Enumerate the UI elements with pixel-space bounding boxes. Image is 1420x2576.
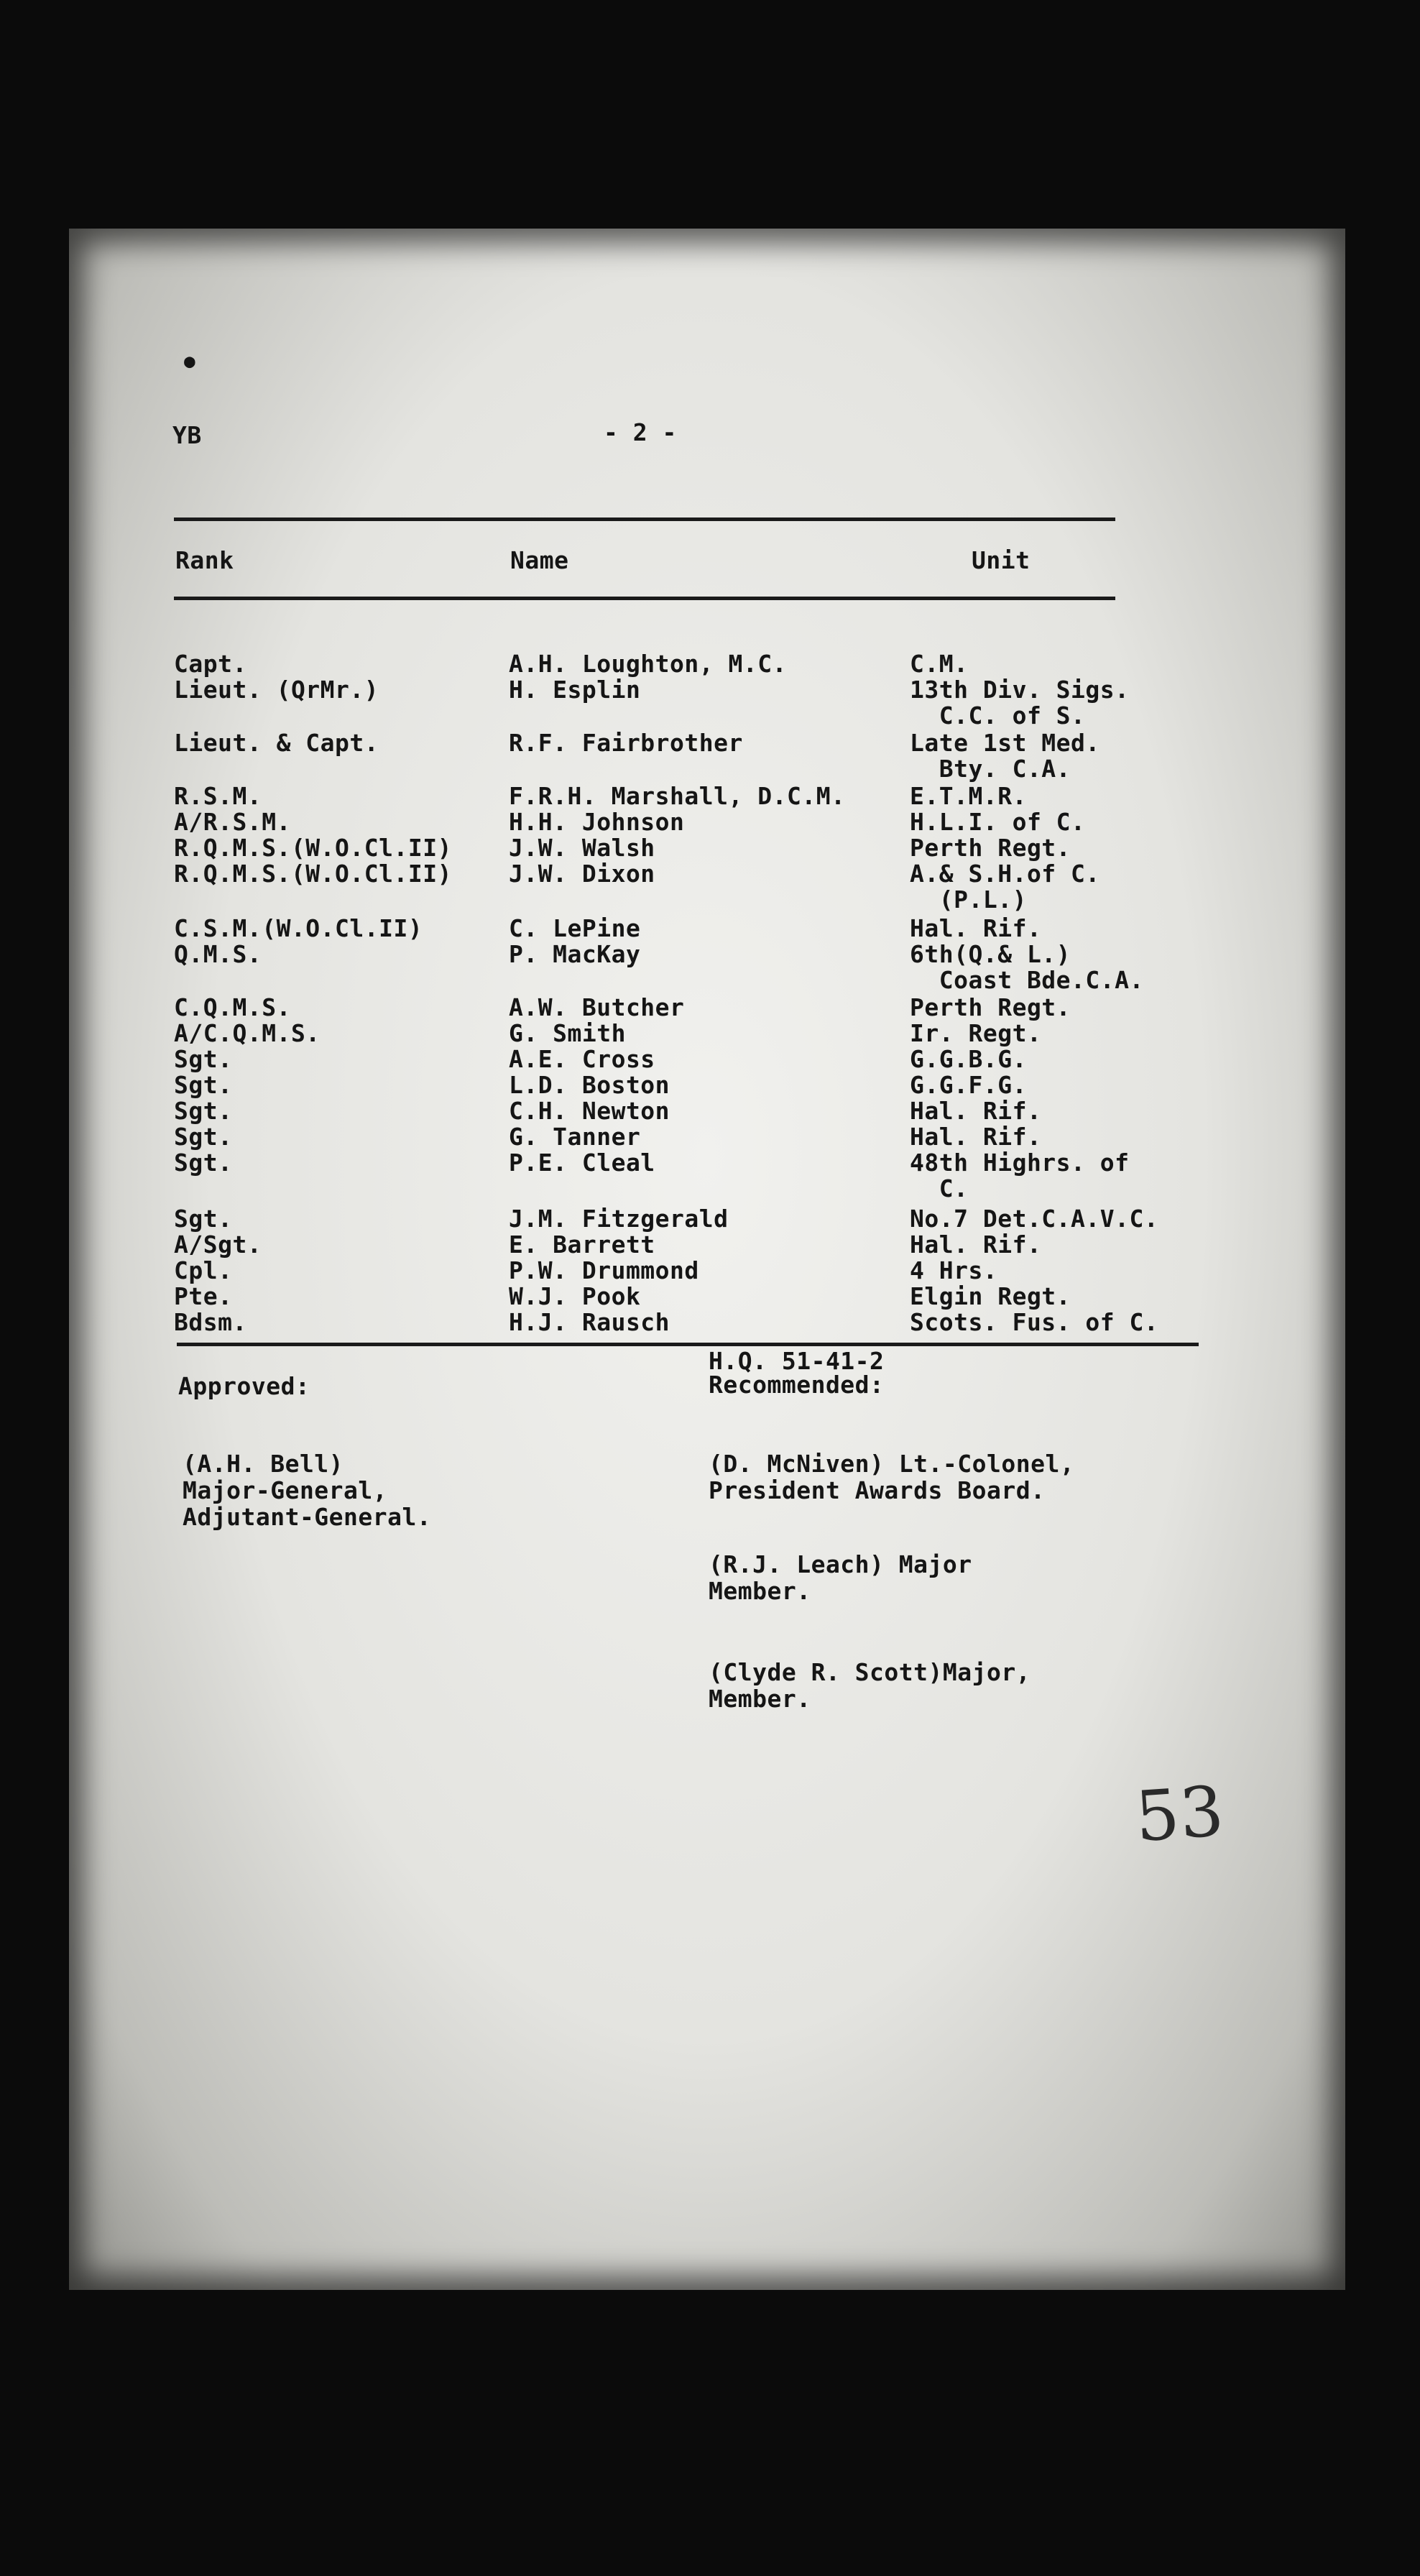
recommended-label: Recommended: bbox=[709, 1371, 885, 1399]
column-header-unit: Unit bbox=[972, 546, 1031, 574]
unit-cell: Ir. Regt. bbox=[910, 1019, 1042, 1047]
unit-cell: Hal. Rif. bbox=[910, 1123, 1042, 1151]
unit-cell: Late 1st Med. Bty. C.A. bbox=[910, 729, 1100, 783]
name-cell: A.E. Cross bbox=[509, 1045, 655, 1073]
rank-cell: Sgt. bbox=[174, 1149, 233, 1177]
unit-cell: Perth Regt. bbox=[910, 993, 1071, 1021]
name-cell: H.H. Johnson bbox=[509, 808, 685, 836]
rank-cell: Lieut. & Capt. bbox=[174, 729, 379, 757]
name-cell: H.J. Rausch bbox=[509, 1308, 670, 1336]
name-cell: E. Barrett bbox=[509, 1230, 655, 1259]
table-top-rule bbox=[174, 518, 1115, 521]
name-cell: J.W. Walsh bbox=[509, 834, 655, 862]
rank-cell: Bdsm. bbox=[174, 1308, 247, 1336]
rank-cell: C.S.M.(W.O.Cl.II) bbox=[174, 914, 423, 942]
rank-cell: R.S.M. bbox=[174, 782, 262, 810]
column-header-name: Name bbox=[510, 546, 569, 574]
name-cell: A.H. Loughton, M.C. bbox=[509, 650, 787, 678]
unit-cell: G.G.B.G. bbox=[910, 1045, 1027, 1073]
document-page bbox=[69, 229, 1345, 2290]
name-cell: J.M. Fitzgerald bbox=[509, 1205, 729, 1233]
unit-cell: 48th Highrs. of C. bbox=[910, 1149, 1130, 1202]
name-cell: A.W. Butcher bbox=[509, 993, 685, 1021]
name-cell: C.H. Newton bbox=[509, 1097, 670, 1125]
unit-cell: 4 Hrs. bbox=[910, 1256, 998, 1284]
unit-cell: Elgin Regt. bbox=[910, 1282, 1071, 1310]
rank-cell: Sgt. bbox=[174, 1071, 233, 1099]
unit-cell: 6th(Q.& L.) Coast Bde.C.A. bbox=[910, 940, 1144, 994]
page-number: - 2 - bbox=[604, 418, 677, 446]
recommender-signature-block: (R.J. Leach) Major Member. bbox=[709, 1550, 972, 1605]
approver-signature-block: (A.H. Bell) Major-General, Adjutant-General. bbox=[183, 1450, 432, 1531]
unit-cell: Hal. Rif. bbox=[910, 1230, 1042, 1259]
name-cell: J.W. Dixon bbox=[509, 860, 655, 888]
name-cell: L.D. Boston bbox=[509, 1071, 670, 1099]
rank-cell: Sgt. bbox=[174, 1123, 233, 1151]
rank-cell: Cpl. bbox=[174, 1256, 233, 1284]
rank-cell: R.Q.M.S.(W.O.Cl.II) bbox=[174, 834, 452, 862]
ink-mark-icon: ● bbox=[184, 351, 196, 372]
rank-cell: Lieut. (QrMr.) bbox=[174, 676, 379, 704]
rank-cell: Sgt. bbox=[174, 1205, 233, 1233]
name-cell: F.R.H. Marshall, D.C.M. bbox=[509, 782, 846, 810]
name-cell: P. MacKay bbox=[509, 940, 641, 968]
unit-cell: Hal. Rif. bbox=[910, 1097, 1042, 1125]
table-bottom-rule bbox=[177, 1343, 1199, 1346]
rank-cell: Sgt. bbox=[174, 1045, 233, 1073]
name-cell: C. LePine bbox=[509, 914, 641, 942]
document-reference: YB bbox=[172, 421, 202, 449]
column-header-rank: Rank bbox=[175, 546, 234, 574]
recommender-signature-block: (D. McNiven) Lt.-Colonel, President Awards Board. bbox=[709, 1450, 1075, 1504]
name-cell: R.F. Fairbrother bbox=[509, 729, 743, 757]
recommender-signature-block: (Clyde R. Scott)Major, Member. bbox=[709, 1658, 1031, 1713]
rank-cell: Pte. bbox=[174, 1282, 233, 1310]
hq-reference: H.Q. 51-41-2 bbox=[709, 1347, 885, 1375]
unit-cell: Perth Regt. bbox=[910, 834, 1071, 862]
rank-cell: A/R.S.M. bbox=[174, 808, 291, 836]
rank-cell: Q.M.S. bbox=[174, 940, 262, 968]
rank-cell: Capt. bbox=[174, 650, 247, 678]
name-cell: P.W. Drummond bbox=[509, 1256, 699, 1284]
unit-cell: Hal. Rif. bbox=[910, 914, 1042, 942]
unit-cell: Scots. Fus. of C. bbox=[910, 1308, 1159, 1336]
unit-cell: G.G.F.G. bbox=[910, 1071, 1027, 1099]
approved-label: Approved: bbox=[178, 1372, 310, 1400]
rank-cell: Sgt. bbox=[174, 1097, 233, 1125]
unit-cell: 13th Div. Sigs. C.C. of S. bbox=[910, 676, 1130, 730]
unit-cell: E.T.M.R. bbox=[910, 782, 1027, 810]
name-cell: G. Tanner bbox=[509, 1123, 641, 1151]
handwritten-folio-number: 53 bbox=[1133, 1770, 1227, 1858]
name-cell: W.J. Pook bbox=[509, 1282, 641, 1310]
unit-cell: No.7 Det.C.A.V.C. bbox=[910, 1205, 1159, 1233]
name-cell: P.E. Cleal bbox=[509, 1149, 655, 1177]
unit-cell: A.& S.H.of C. (P.L.) bbox=[910, 860, 1100, 914]
name-cell: H. Esplin bbox=[509, 676, 641, 704]
unit-cell: H.L.I. of C. bbox=[910, 808, 1086, 836]
name-cell: G. Smith bbox=[509, 1019, 626, 1047]
table-header-rule bbox=[174, 597, 1115, 600]
rank-cell: R.Q.M.S.(W.O.Cl.II) bbox=[174, 860, 452, 888]
rank-cell: A/C.Q.M.S. bbox=[174, 1019, 321, 1047]
rank-cell: A/Sgt. bbox=[174, 1230, 262, 1259]
unit-cell: C.M. bbox=[910, 650, 969, 678]
rank-cell: C.Q.M.S. bbox=[174, 993, 291, 1021]
